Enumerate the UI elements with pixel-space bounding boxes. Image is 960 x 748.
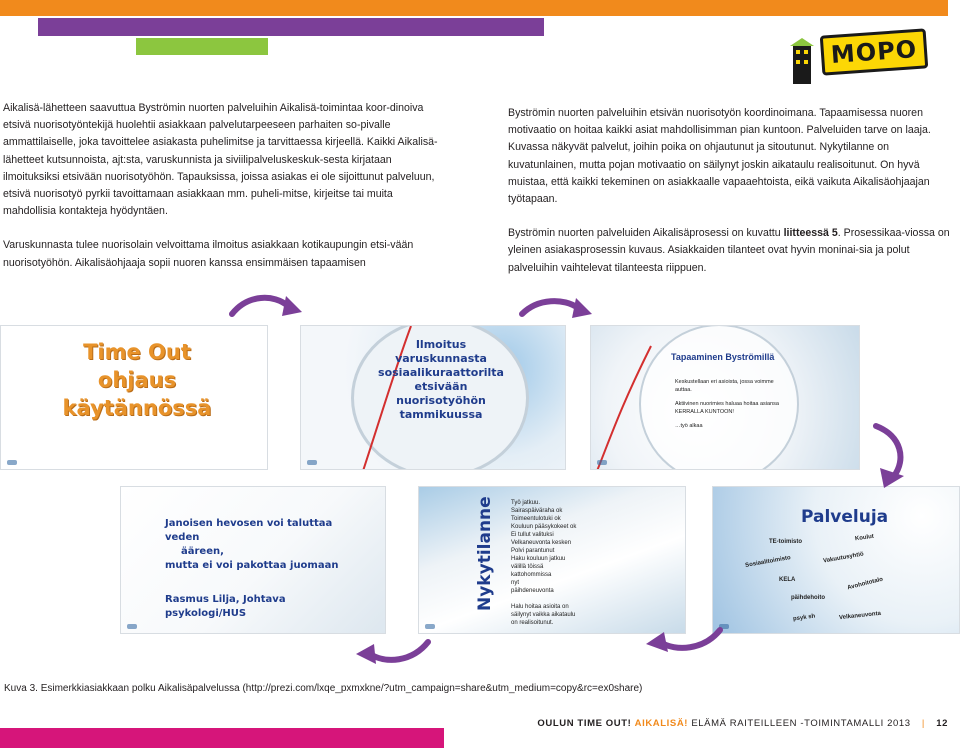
curved-arrow-icon bbox=[516, 292, 596, 332]
service-item: Avohoitotalo bbox=[846, 576, 884, 592]
slide-services bbox=[712, 486, 960, 634]
slide-5-line: Ei tullut valituksi bbox=[511, 532, 554, 538]
service-item: päihdehoito bbox=[791, 595, 825, 601]
right-paragraph-1: Byströmin nuorten palveluihin etsivän nuorisotyön koordinoimana. Tapaamisessa nuoren motivaatio on hoitaa kaikki asiat mahdollisimman pian kuntoon. Palveluiden tarve on laaja. Kuvassa näkyvät palvelut, joihin poika on ohjautunut ja sitoutunut. Nykytilanne on kuvatunlainen, mutta pojan motivaatio on säilynyt joskin aikataulu realisoitunut. On hyvä muistaa, että kaikki tekeminen on asiakkaalle vapaaehtoista, eikä vaikuta Aikalisäohjaajan työtapaan. bbox=[508, 107, 931, 206]
slide-4-quote bbox=[165, 517, 345, 621]
logo-text: MOPO bbox=[820, 28, 929, 75]
slide-5-line: on realisoitunut. bbox=[511, 620, 554, 626]
service-item: Sosiaalitoimisto bbox=[744, 555, 792, 569]
slide-quote bbox=[120, 486, 386, 634]
slide-5-line: Sairaspäiväraha ok bbox=[511, 508, 563, 514]
slide-3-title: Tapaaminen Byströmillä bbox=[671, 352, 775, 362]
service-item: psyk sh bbox=[792, 613, 816, 623]
service-item: Koulut bbox=[854, 533, 875, 543]
slide-notification bbox=[300, 325, 566, 470]
top-green-bar bbox=[136, 38, 268, 55]
slide-1-line-2: ohjaus bbox=[97, 368, 177, 392]
right-paragraph-2-start: Byströmin nuorten palveluiden Aikalisäprosessi on kuvattu bbox=[508, 227, 784, 240]
slide-3-text bbox=[675, 378, 785, 436]
slide-3-line: Keskustellaan eri asioista, jossa voimme auttaa. bbox=[675, 379, 774, 393]
slide-5-line: Velkaneuvonta kesken bbox=[511, 540, 572, 546]
quote-author: Rasmus Lilja, Johtava psykologi/HUS bbox=[165, 594, 286, 619]
slide-5-line: nyt bbox=[511, 580, 520, 586]
slide-5-line: Haku kouluun jatkuu bbox=[511, 556, 566, 562]
slide-5-line: Polvi parantunut bbox=[511, 548, 555, 554]
slide-5-line: Työ jatkuu. bbox=[511, 500, 541, 506]
quote-line-1: Janoisen hevosen voi taluttaa veden bbox=[165, 518, 333, 543]
prezi-logo-icon bbox=[425, 624, 435, 629]
appendix-reference: liitteessä 5 bbox=[783, 227, 838, 240]
slide-2-line: varuskunnasta bbox=[395, 352, 487, 365]
footer-subtitle: ELÄMÄ RAITEILLEEN -TOIMINTAMALLI 2013 bbox=[691, 718, 911, 729]
curved-arrow-icon bbox=[226, 288, 306, 328]
slide-5-text bbox=[511, 499, 641, 627]
left-text-column bbox=[3, 100, 447, 289]
curved-arrow-icon bbox=[866, 420, 922, 490]
slide-2-line: nuorisotyöhön bbox=[396, 394, 486, 407]
slide-5-spacer bbox=[511, 595, 641, 603]
tower-icon bbox=[787, 38, 817, 84]
slide-2-line: tammikuussa bbox=[399, 408, 483, 421]
slide-current-situation bbox=[418, 486, 686, 634]
quote-line-3: mutta ei voi pakottaa juomaan bbox=[165, 560, 339, 571]
slide-2-line: etsivään bbox=[414, 380, 468, 393]
prezi-logo-icon bbox=[127, 624, 137, 629]
slide-6-title: Palveluja bbox=[801, 507, 889, 527]
slide-5-line: säilynyt vaikka aikataulu bbox=[511, 612, 576, 618]
slide-1-line-1: Time Out bbox=[83, 340, 191, 364]
slide-5-line: päihdeneuvonta bbox=[511, 588, 554, 594]
slide-3-line: Aktiivinen nuorimies haluaa hoitaa asiansa KERRALLA KUNTOON! bbox=[675, 401, 779, 415]
slide-1-line-3: käytännössä bbox=[62, 396, 212, 420]
footer-brand: OULUN TIME OUT! bbox=[537, 718, 632, 729]
slide-5-vertical-title: Nykytilanne bbox=[475, 496, 495, 611]
service-item: Vakuutusyhtiö bbox=[822, 551, 865, 565]
prezi-logo-icon bbox=[307, 460, 317, 465]
quote-line-2: ääreen, bbox=[181, 546, 224, 557]
top-purple-bar bbox=[38, 18, 544, 36]
slide-meeting bbox=[590, 325, 860, 470]
right-paragraph-2 bbox=[508, 225, 954, 277]
service-item: KELA bbox=[779, 577, 796, 583]
service-item: Velkaneuvonta bbox=[838, 610, 882, 622]
footer-separator: | bbox=[921, 718, 925, 729]
slide-1-title bbox=[37, 338, 237, 422]
service-item: TE-toimisto bbox=[769, 539, 802, 545]
slide-time-out bbox=[0, 325, 268, 470]
right-text-column bbox=[508, 105, 954, 294]
curved-arrow-icon bbox=[640, 620, 730, 660]
slide-3-line: …työ alkaa bbox=[675, 423, 703, 429]
right-paragraph-2-end: . Prosessikaa-viossa on yleinen asiakasprosessin kuvaus. Asiakkaiden tilanteet ovat hyvin moninai-sia ja polut palveluihin vaihtelevat tilanteesta riippuen. bbox=[508, 227, 950, 274]
bottom-pink-bar bbox=[0, 728, 444, 748]
curved-arrow-icon bbox=[350, 634, 436, 670]
prezi-logo-icon bbox=[597, 460, 607, 465]
top-orange-bar bbox=[0, 0, 948, 16]
slide-2-line: Ilmoitus bbox=[415, 338, 467, 351]
footer-brand-accent: AIKALISÄ! bbox=[634, 718, 689, 729]
slide-5-line: välillä töissä bbox=[511, 564, 544, 570]
slide-5-line: kattohommissa bbox=[511, 572, 552, 578]
slide-5-line: Halu hoitaa asioita on bbox=[511, 604, 569, 610]
left-paragraph-1: Aikalisä-lähetteen saavuttua Byströmin nuorten palveluihin Aikalisä-toimintaa koor-dinoiva etsivä nuorisotyöntekijä huolehtii asiakkaan palvelutarpeeseen parhaiten so-pivalle ammattilaiselle, joka tavoittelee asiakasta puhelimitse ja tarvittaessa kirjeellä. Kaikki Aikalisä-lähetteet kutsunnoista, ajt:sta, varuskunnista ja siviilipalveluskeskuk-sesta kirjataan ilmoituksiksi etsivään nuorisotyöhön. Tapauksissa, joissa asiakas ei ole sijoittunut palveluun, etsivä nuorisotyö pyrkii tavoittamaan asiakkaan mm. puheli-mitse, kirjeitse tai muita mahdollisia kontakteja hyödyntäen. bbox=[3, 102, 438, 218]
slide-5-line: Kouluun pääsykokeet ok bbox=[511, 524, 577, 530]
page-footer bbox=[537, 718, 948, 729]
slide-2-line: sosiaalikuraattorilta bbox=[378, 366, 504, 379]
page-number: 12 bbox=[936, 718, 948, 729]
prezi-logo-icon bbox=[7, 460, 17, 465]
slide-5-line: Toimeentulotuki ok bbox=[511, 516, 561, 522]
slide-2-text bbox=[371, 338, 511, 422]
mopo-logo bbox=[783, 24, 931, 86]
figure-caption: Kuva 3. Esimerkkiasiakkaan polku Aikalisäpalvelussa (http://prezi.com/lxqe_pxmxkne/?utm_campaign=share&utm_medium=copy&rc=ex0share) bbox=[4, 683, 643, 694]
left-paragraph-2: Varuskunnasta tulee nuorisolain velvoittama ilmoitus asiakkaan kotikaupungin etsi-vään nuorisotyöhön. Aikalisäohjaaja sopii nuoren kanssa ensimmäisen tapaamisen bbox=[3, 239, 414, 269]
